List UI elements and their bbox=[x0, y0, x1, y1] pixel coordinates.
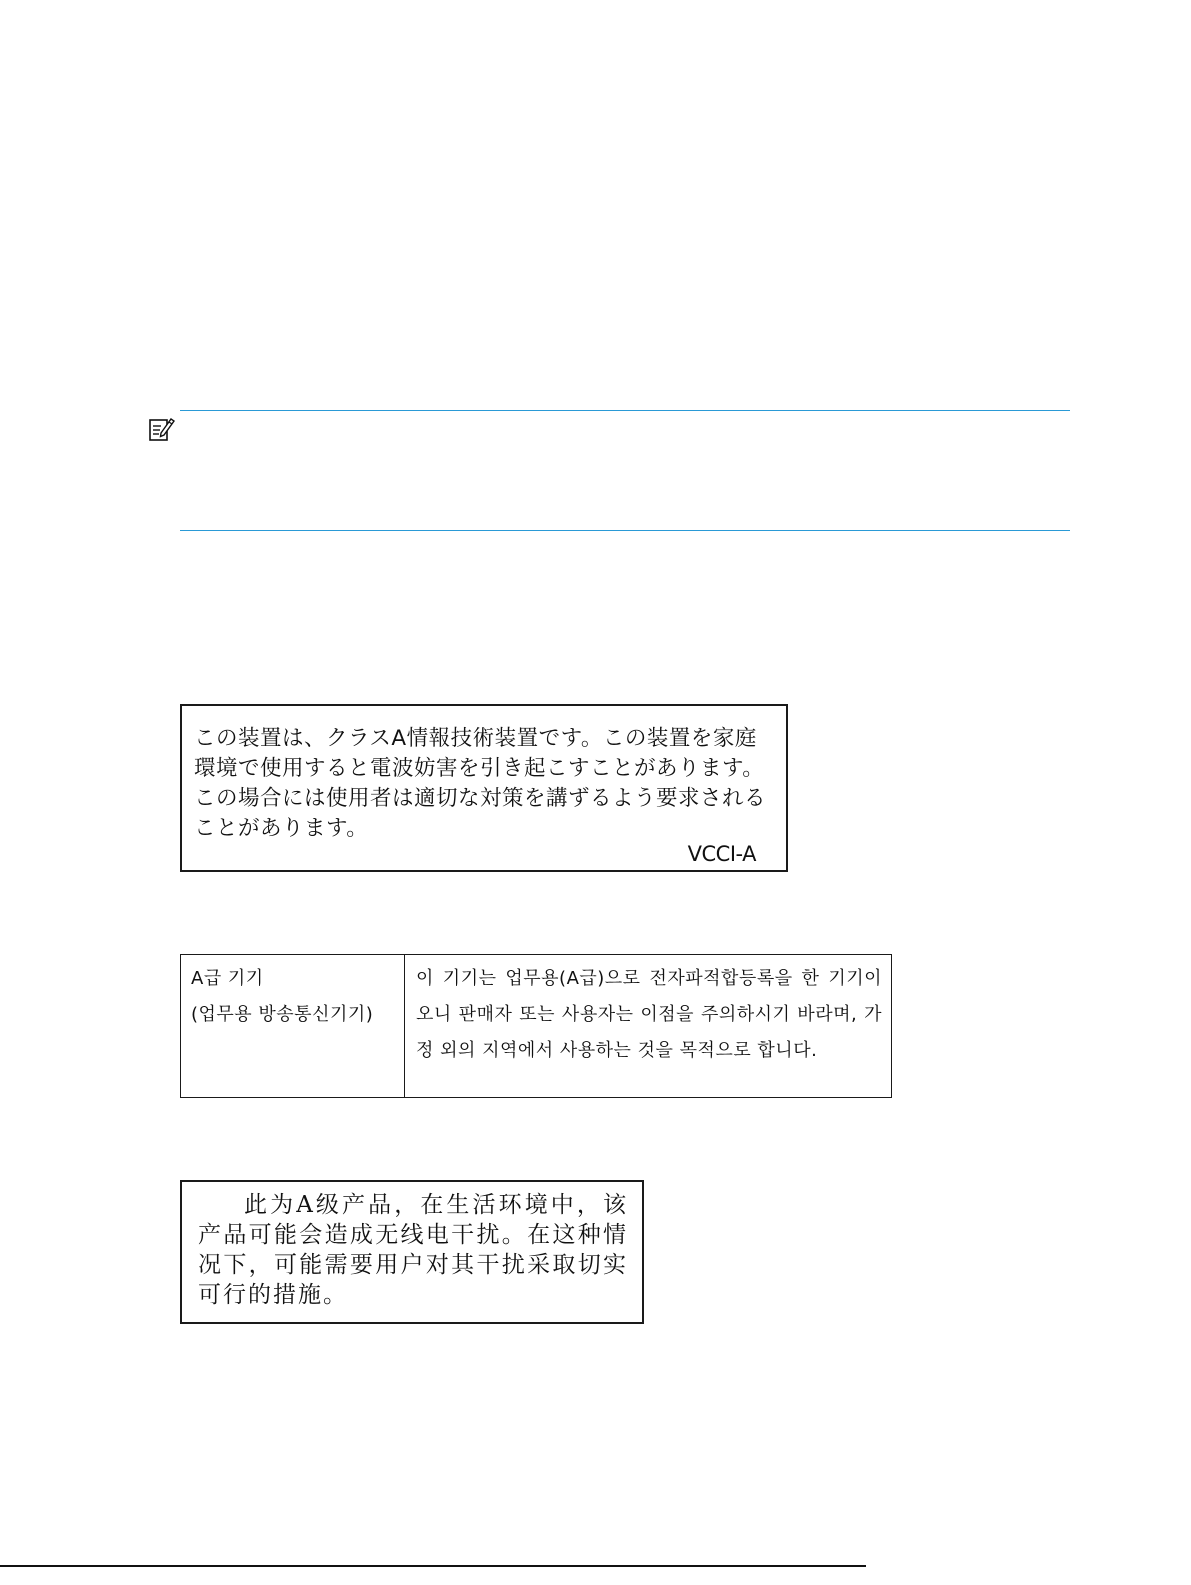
korea-table-divider bbox=[404, 955, 405, 1097]
china-notice-text: 此为A级产品，在生活环境中，该产品可能会造成无线电干扰。在这种情况下，可能需要用户对其干扰采取切实可行的措施。 bbox=[198, 1192, 628, 1308]
korea-class-description: (업무용 방송통신기기) bbox=[191, 1004, 374, 1025]
china-notice-box bbox=[180, 1180, 644, 1324]
japan-notice-code: VCCI-A bbox=[687, 842, 756, 866]
footer-rule bbox=[0, 1565, 866, 1567]
korea-notice-class-cell bbox=[191, 961, 373, 1033]
korea-class-label: A급 기기 bbox=[191, 968, 264, 989]
japan-vcci-notice-box bbox=[180, 704, 788, 872]
note-top-rule bbox=[180, 410, 1070, 411]
note-bottom-rule bbox=[180, 530, 1070, 531]
note-icon bbox=[148, 416, 176, 442]
korea-notice-text: 이 기기는 업무용(A급)으로 전자파적합등록을 한 기기이오니 판매자 또는 사용자는 이점을 주의하시기 바라며, 가정 외의 지역에서 사용하는 것을 목적으로 합니다. bbox=[416, 968, 882, 1061]
korea-notice-table bbox=[180, 954, 892, 1098]
japan-notice-text: この装置は、クラスA情報技術装置です。この装置を家庭環境で使用すると電波妨害を引き起こすことがあります。この場合には使用者は適切な対策を講ずるよう要求されることがあります。 bbox=[194, 726, 767, 841]
